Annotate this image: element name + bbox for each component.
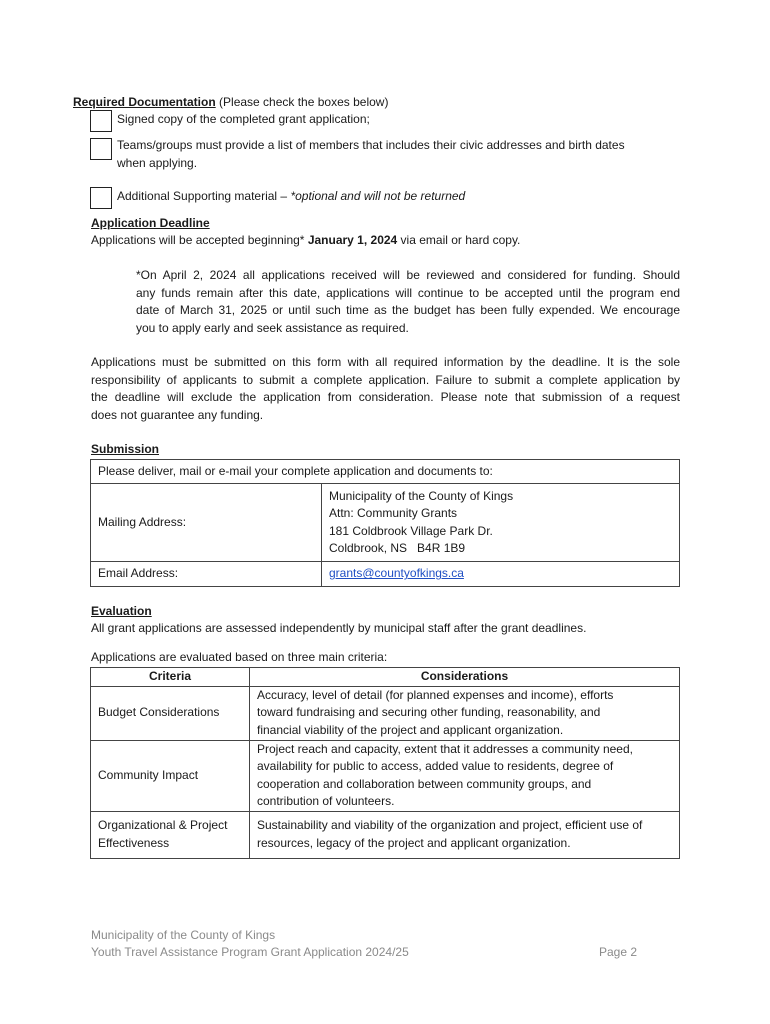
mailing-line: Municipality of the County of Kings [329,488,514,503]
considerations-text: cooperation and collaboration between community groups, and [257,776,592,791]
submission-heading: Submission [91,442,160,456]
criteria-text: Budget Considerations [98,705,220,720]
footer-program: Youth Travel Assistance Program Grant Application 2024/25 [91,945,409,959]
doc-item-supporting [117,188,465,206]
mailing-address-value [322,484,680,562]
considerations-text: financial viability of the project and applicant organization. [257,722,564,737]
mailing-line: Attn: Community Grants [329,506,458,520]
deadline-note-line: any funds remain after this date, applications will continue to be accepted until the program end [136,285,680,300]
email-address-label: Email Address: [91,562,322,587]
checkbox-signed-copy[interactable] [90,110,112,132]
criteria-text: Community Impact [98,767,199,782]
doc-item-signed-copy: Signed copy of the completed grant application; [117,112,370,126]
required-docs-heading: Required Documentation [73,95,216,109]
deadline-para-line: responsibility of applicants to submit a complete application. Failure to submit a complete application by [91,372,680,387]
criteria-table [90,667,680,859]
doc-item-member-list: Teams/groups must provide a list of members that includes their civic addresses and birth dates [117,138,625,152]
doc-item-supporting-label: Additional Supporting material – [117,189,291,203]
deadline-para-line: does not guarantee any funding. [91,407,264,422]
table-row [91,740,680,811]
deadline-para-line: Applications must be submitted on this form with all required information by the deadline. It is the sole [91,355,680,369]
table-row [91,811,680,858]
footer-organization: Municipality of the County of Kings [91,928,276,942]
considerations-header: Considerations [250,668,680,687]
considerations-text: resources, legacy of the project and applicant organization. [257,835,571,850]
email-link[interactable]: grants@countyofkings.ca [329,566,464,581]
deadline-line-post: via email or hard copy. [397,233,521,247]
criteria-text: Effectiveness [98,835,170,850]
criteria-text: Organizational & Project [98,818,228,832]
deadline-heading: Application Deadline [91,216,210,230]
considerations-text: Sustainability and viability of the organization and project, efficient use of [257,818,643,832]
criteria-cell [91,740,250,811]
deadline-date: January 1, 2024 [307,233,398,247]
submission-table [90,459,680,587]
checkbox-supporting-material[interactable] [90,187,112,209]
table-row [91,686,680,740]
criteria-header: Criteria [91,668,250,687]
deadline-line [91,232,520,250]
deadline-para-line: the deadline will exclude the application from consideration. Please note that submission of a request [91,390,680,404]
evaluation-line1: All grant applications are assessed independently by municipal staff after the grant deadlines. [91,621,587,635]
considerations-text: Accuracy, level of detail (for planned expenses and income), efforts [257,687,614,702]
deadline-note-line: *On April 2, 2024 all applications received will be reviewed and considered for funding. Should [136,268,680,282]
deadline-line-pre: Applications will be accepted beginning* [91,233,308,247]
considerations-cell [250,686,680,740]
evaluation-heading: Evaluation [91,604,152,618]
doc-item-supporting-optional: *optional and will not be returned [290,189,466,203]
required-docs-header [73,94,388,112]
evaluation-line2: Applications are evaluated based on three main criteria: [91,650,388,664]
considerations-text: toward fundraising and securing other funding, reasonability, and [257,705,601,720]
considerations-text: contribution of volunteers. [257,794,395,808]
deadline-paragraph [91,354,680,424]
mailing-address-label: Mailing Address: [91,484,322,562]
considerations-cell [250,811,680,858]
submission-intro: Please deliver, mail or e-mail your complete application and documents to: [91,460,680,484]
doc-item-member-list-cont: when applying. [117,156,198,170]
considerations-cell [250,740,680,811]
deadline-note-line: you to apply early and seek assistance as required. [136,320,409,335]
considerations-text: availability for public to access, added value to residents, degree of [257,759,614,773]
checkbox-member-list[interactable] [90,138,112,160]
criteria-cell [91,686,250,740]
mailing-line: Coldbrook, NS B4R 1B9 [329,541,466,555]
deadline-note-line: date of March 31, 2025 or until such time as the budget has been fully expended. We encourage [136,303,680,317]
required-docs-note: (Please check the boxes below) [215,95,389,109]
deadline-note [136,267,680,337]
considerations-text: Project reach and capacity, extent that it addresses a community need, [257,741,633,756]
criteria-cell [91,811,250,858]
mailing-line: 181 Coldbrook Village Park Dr. [329,523,493,538]
page-number: Page 2 [599,945,638,959]
